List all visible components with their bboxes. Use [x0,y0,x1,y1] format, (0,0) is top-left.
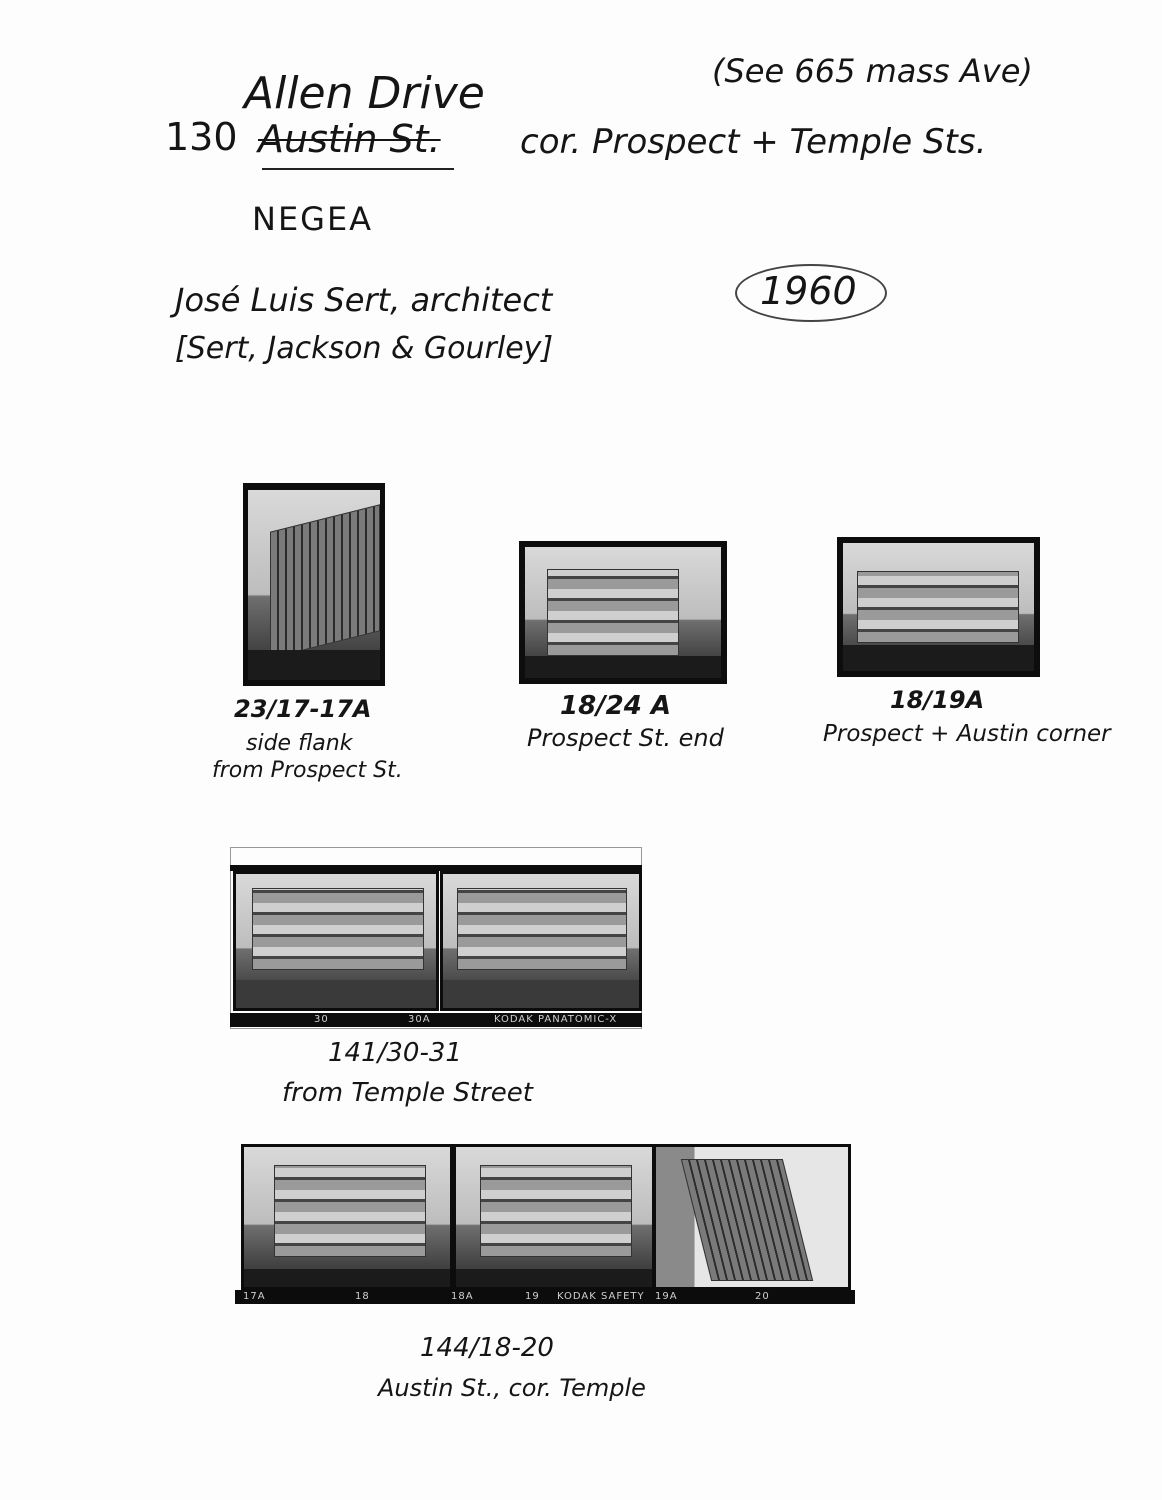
strip1-edge-label-1: 30 [314,1014,329,1025]
photo-print-1 [243,483,385,686]
strip1-edge-label-2: 30A [408,1014,431,1025]
strip2-frame-a [241,1144,453,1290]
strip1-ref: 141/30-31 [328,1038,462,1068]
strip1-frame-b [440,871,642,1011]
architect-label: José Luis Sert, architect [175,281,553,319]
strip2-edge-label-2: 18 [355,1291,370,1302]
photo-ref-3: 18/19A [890,686,985,714]
strip2-edge-label-6: 19A [655,1291,678,1302]
photo-print-3 [837,537,1040,677]
strip1-frame-a [233,871,439,1011]
firm-label: [Sert, Jackson & Gourley] [175,331,554,366]
photo-caption-1b: from Prospect St. [212,758,403,783]
strip2-edge-label-3: 18A [451,1291,474,1302]
photo-image-1 [248,490,380,680]
film-strip-1 [230,847,642,1029]
strip2-edge-label-7: 20 [755,1291,770,1302]
see-note: (See 665 mass Ave) [712,52,1033,90]
strip2-frame-c [653,1144,851,1290]
strip1-edge-label-3: KODAK PANATOMIC-X [494,1014,618,1025]
photo-caption-1a: side flank [246,731,353,756]
address-number: 130 [165,115,238,159]
photo-image-2 [525,547,721,678]
corner-label: cor. Prospect + Temple Sts. [520,122,987,162]
photo-ref-2: 18/24 A [560,691,672,721]
photo-caption-2: Prospect St. end [527,724,724,752]
year-label: 1960 [760,269,857,313]
street-new-label: Allen Drive [244,68,485,119]
strip2-caption: Austin St., cor. Temple [378,1374,646,1402]
photo-image-3 [843,543,1034,671]
building-name: NEGEA [252,200,374,238]
photo-caption-3: Prospect + Austin corner [823,721,1111,747]
strip2-frame-b [453,1144,655,1290]
strip2-edge-label-1: 17A [243,1291,266,1302]
strip2-ref: 144/18-20 [420,1333,554,1363]
strip1-caption: from Temple Street [282,1078,533,1108]
strip2-edge-label-5: KODAK SAFETY [557,1291,645,1302]
film-strip-2 [235,1142,855,1307]
street-underline [262,168,454,170]
street-old-label: Austin St. [258,117,441,161]
strip2-edge-label-4: 19 [525,1291,540,1302]
photo-ref-1: 23/17-17A [234,695,372,723]
photo-print-2 [519,541,727,684]
